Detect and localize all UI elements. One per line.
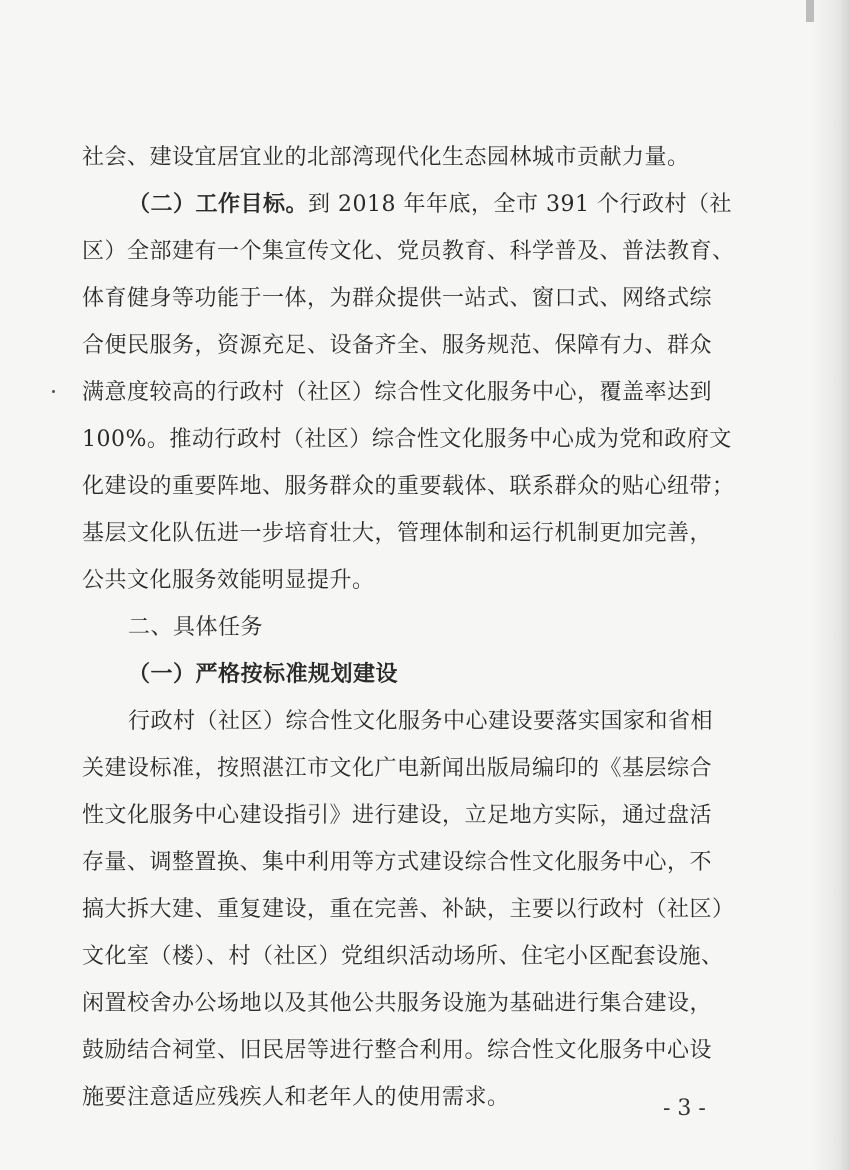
- text-line: 性文化服务中心建设指引》进行建设，立足地方实际，通过盘活: [82, 803, 713, 828]
- text-line: 关建设标准，按照湛江市文化广电新闻出版局编印的《基层综合: [82, 756, 713, 781]
- text-line: 合便民服务，资源充足、设备齐全、服务规范、保障有力、群众: [82, 333, 713, 358]
- page-number: - 3 -: [663, 1096, 706, 1121]
- paragraph-line: [128, 187, 732, 218]
- text-line: 社会、建设宜居宜业的北部湾现代化生态园林城市贡献力量。: [82, 145, 690, 170]
- ink-speck: [52, 390, 55, 393]
- text-line: 施要注意适应残疾人和老年人的使用需求。: [82, 1085, 510, 1110]
- text-line: 存量、调整置换、集中利用等方式建设综合性文化服务中心，不: [82, 850, 713, 875]
- text-line: 到 2018 年年底，全市 391 个行政村（社: [308, 192, 732, 217]
- text-line: 100%。推动行政村（社区）综合性文化服务中心成为党和政府文: [82, 427, 732, 452]
- section-heading: 二、具体任务: [128, 615, 264, 640]
- section-heading: （二）工作目标。: [128, 191, 309, 217]
- text-line: 行政村（社区）综合性文化服务中心建设要落实国家和省相: [128, 709, 714, 734]
- scan-mark: [806, 0, 814, 22]
- text-line: 公共文化服务效能明显提升。: [82, 568, 375, 593]
- subsection-heading: （一）严格按标准规划建设: [128, 661, 399, 687]
- text-line: 化建设的重要阵地、服务群众的重要载体、联系群众的贴心纽带；: [82, 474, 735, 499]
- text-line: 文化室（楼）、村（社区）党组织活动场所、住宅小区配套设施、: [82, 944, 724, 969]
- text-line: 闲置校舍办公场地以及其他公共服务设施为基础进行集合建设，: [82, 991, 713, 1016]
- text-line: 基层文化队伍进一步培育壮大，管理体制和运行机制更加完善，: [82, 521, 713, 546]
- text-line: 搞大拆大建、重复建设，重在完善、补缺，主要以行政村（社区）: [82, 897, 735, 922]
- text-line: 鼓励结合祠堂、旧民居等进行整合利用。综合性文化服务中心设: [82, 1038, 713, 1063]
- page-edge-shadow: [810, 0, 850, 1170]
- text-line: 满意度较高的行政村（社区）综合性文化服务中心，覆盖率达到: [82, 380, 713, 405]
- text-line: 区）全部建有一个集宣传文化、党员教育、科学普及、普法教育、: [82, 239, 735, 264]
- text-line: 体育健身等功能于一体，为群众提供一站式、窗口式、网络式综: [82, 286, 713, 311]
